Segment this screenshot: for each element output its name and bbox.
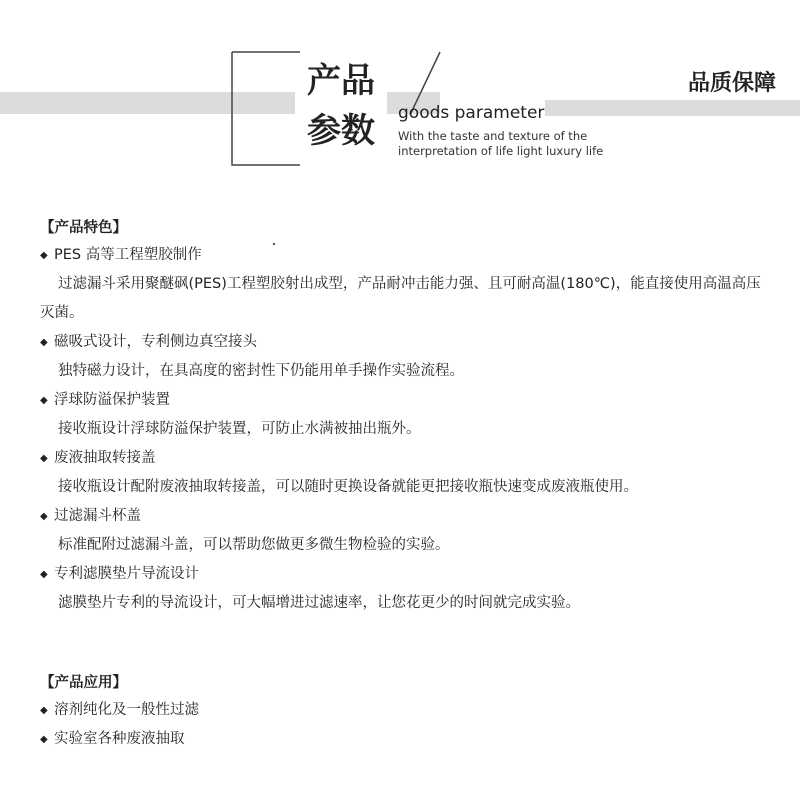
application-label: 实验室各种废液抽取 — [54, 731, 185, 747]
title-line-1: 产品 — [307, 61, 375, 101]
diamond-bullet-icon: ◆ — [40, 511, 48, 522]
banner-frame-lines — [0, 0, 800, 190]
feature-item — [40, 386, 770, 444]
feature-item — [40, 560, 770, 618]
feature-title: 废液抽取转接盖 — [54, 450, 156, 466]
feature-item — [40, 502, 770, 560]
content — [40, 215, 770, 754]
page-title — [295, 56, 387, 156]
feature-item — [40, 241, 770, 328]
diamond-bullet-icon: ◆ — [40, 250, 48, 261]
title-line-2: 参数 — [307, 111, 375, 151]
feature-title: 磁吸式设计，专利侧边真空接头 — [54, 334, 257, 350]
diamond-bullet-icon: ◆ — [40, 705, 48, 716]
applications-heading: 【产品应用】 — [40, 675, 127, 691]
feature-desc: 独特磁力设计，在具高度的密封性下仍能用单手操作实验流程。 — [58, 363, 464, 379]
diamond-bullet-icon: ◆ — [40, 395, 48, 406]
feature-desc: 滤膜垫片专利的导流设计，可大幅增进过滤速率，让您花更少的时间就完成实验。 — [58, 595, 580, 611]
feature-title: 专利滤膜垫片导流设计 — [54, 566, 199, 582]
diamond-bullet-icon: ◆ — [40, 569, 48, 580]
tagline — [398, 129, 603, 159]
application-label: 溶剂纯化及一般性过滤 — [54, 702, 199, 718]
feature-desc: 接收瓶设计配附废液抽取转接盖，可以随时更换设备就能更把接收瓶快速变成废液瓶使用。 — [58, 479, 638, 495]
tagline-line-2: interpretation of life light luxury life — [398, 144, 604, 158]
feature-title: 浮球防溢保护装置 — [54, 392, 170, 408]
feature-desc: 过滤漏斗采用聚醚砜(PES)工程塑胶射出成型，产品耐冲击能力强、且可耐高温(180℃)，能直接使用高温高压灭菌。 — [40, 276, 761, 321]
subtitle: goods parameter — [398, 103, 545, 123]
feature-title: 过滤漏斗杯盖 — [54, 508, 141, 524]
diamond-bullet-icon: ◆ — [40, 453, 48, 464]
diamond-bullet-icon: ◆ — [40, 337, 48, 348]
application-item — [40, 725, 770, 754]
header-banner — [0, 0, 800, 190]
feature-desc: 接收瓶设计浮球防溢保护装置，可防止水满被抽出瓶外。 — [58, 421, 421, 437]
feature-desc: 标准配附过滤漏斗盖，可以帮助您做更多微生物检验的实验。 — [58, 537, 450, 553]
tagline-line-1: With the taste and texture of the — [398, 129, 588, 143]
feature-item — [40, 328, 770, 386]
application-item — [40, 696, 770, 725]
features-heading: 【产品特色】 — [40, 220, 127, 236]
diamond-bullet-icon: ◆ — [40, 734, 48, 745]
feature-item — [40, 444, 770, 502]
quality-label: 品质保障 — [687, 71, 776, 96]
feature-title: PES 高等工程塑胶制作 — [54, 247, 202, 263]
